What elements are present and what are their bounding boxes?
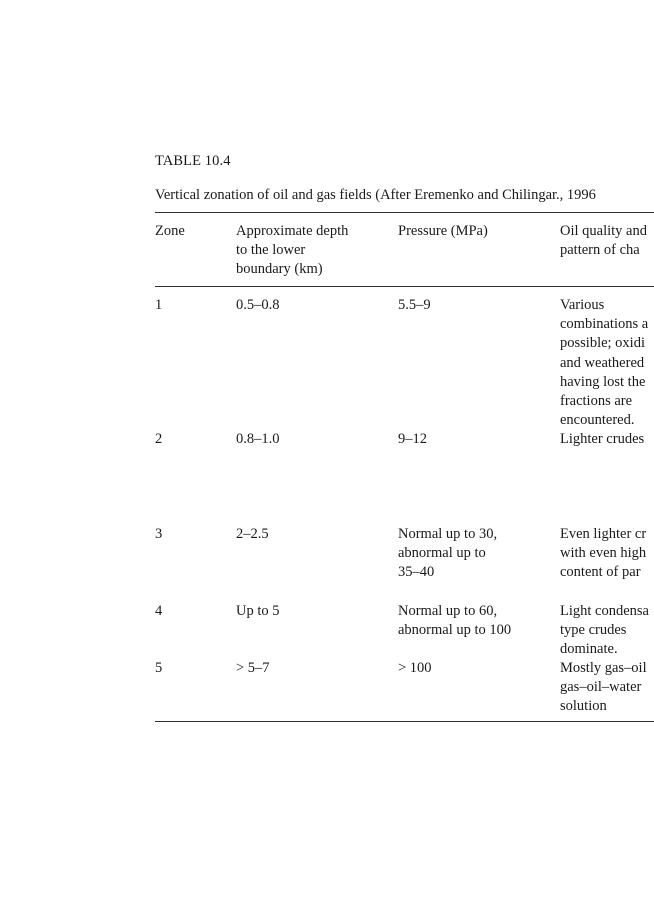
header-oil-quality: Oil quality and pattern of cha [560, 223, 647, 259]
row-5-zone: 5 [155, 660, 163, 676]
row-1-depth: 0.5–0.8 [236, 297, 280, 313]
row-4-depth: Up to 5 [236, 603, 280, 619]
row-2-oil: Lighter crudes [560, 431, 645, 447]
row-2-depth: 0.8–1.0 [236, 431, 280, 447]
row-3-zone: 3 [155, 526, 163, 542]
row-1-pressure: 5.5–9 [398, 297, 431, 313]
row-5-oil: Mostly gas–oil gas–oil–water solution [560, 660, 647, 715]
row-5-depth: > 5–7 [236, 660, 270, 676]
row-4-pressure: Normal up to 60, abnormal up to 100 [398, 603, 512, 639]
row-3-oil: Even lighter cr with even high content of par [560, 526, 647, 581]
table-top-rule [155, 212, 654, 213]
table-bottom-rule [155, 721, 654, 722]
header-depth: Approximate depth to the lower boundary (km) [236, 223, 349, 278]
table-header-rule [155, 286, 654, 287]
row-3-depth: 2–2.5 [236, 526, 269, 542]
row-2-pressure: 9–12 [398, 431, 427, 447]
row-4-zone: 4 [155, 603, 163, 619]
row-5-pressure: > 100 [398, 660, 432, 676]
row-1-oil: Various combinations a possible; oxidi and weathered having lost the fractions are encountered. [560, 297, 649, 429]
row-1-zone: 1 [155, 297, 163, 313]
row-4-oil: Light condensa type crudes dominate. [560, 603, 649, 658]
header-pressure: Pressure (MPa) [398, 223, 488, 239]
row-2-zone: 2 [155, 431, 163, 447]
header-zone: Zone [155, 223, 185, 239]
row-3-pressure: Normal up to 30, abnormal up to 35–40 [398, 526, 498, 581]
table-label: TABLE 10.4 [155, 153, 231, 169]
table-caption: Vertical zonation of oil and gas fields (After Eremenko and Chilingar., 1996 [155, 187, 596, 203]
